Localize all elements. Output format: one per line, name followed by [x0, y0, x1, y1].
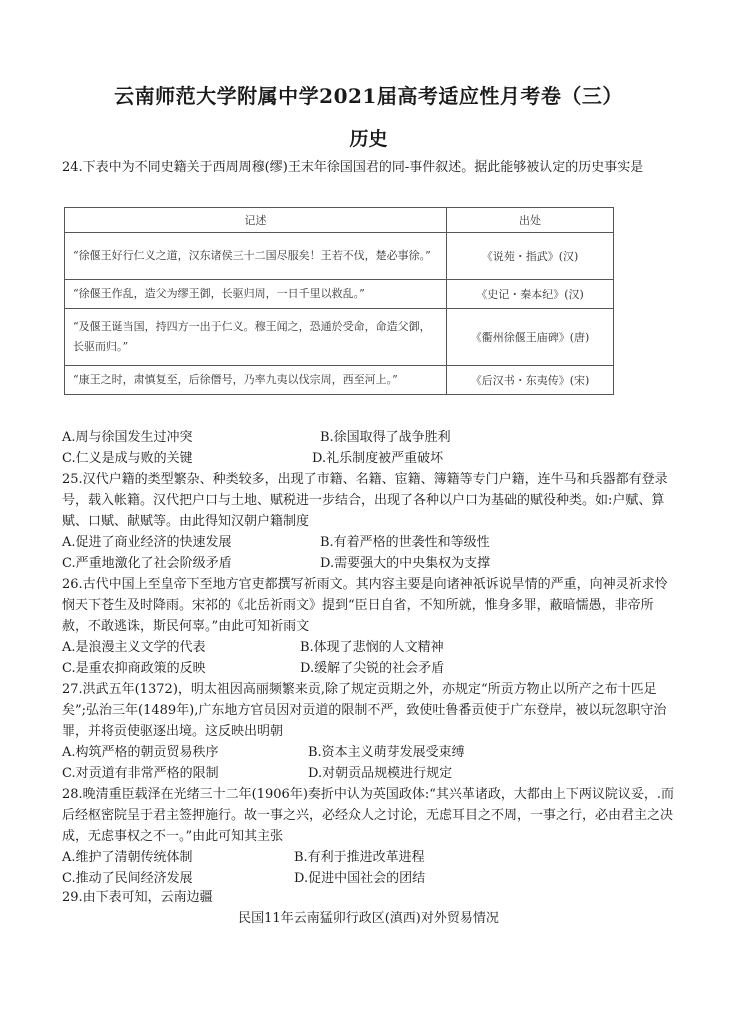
record-cell: “康王之时，肃慎复至，后徐僭号，乃率九夷以伐宗周，西至河上。” — [65, 366, 447, 395]
option-b: B.徐国取得了战争胜利 — [320, 430, 451, 445]
source-cell: 《后汉书・东夷传》(宋) — [447, 366, 614, 395]
option-d: D.缓解了尖锐的社会矛盾 — [300, 661, 445, 676]
option-b: B.资本主义萌芽发展受束缚 — [308, 745, 465, 760]
option-a: A.是浪漫主义文学的代表 — [62, 640, 206, 655]
question-24-options — [62, 427, 676, 469]
option-d: D.礼乐制度被严重破坏 — [312, 451, 444, 466]
question-27-options — [62, 742, 676, 784]
source-cell: 《说苑・指武》(汉) — [447, 233, 614, 280]
source-cell: 《衢州徐偃王庙碑》(唐) — [447, 309, 614, 366]
table-row — [65, 309, 614, 366]
question-28-options — [62, 847, 676, 889]
exam-title: 云南师范大学附属中学2021届高考适应性月考卷（三） — [114, 84, 623, 108]
table-header-row — [65, 208, 614, 233]
table-caption: 民国11年云南猛卯行政区(滇西)对外贸易情况 — [238, 911, 499, 926]
question-26-stem: 26.古代中国上至皇帝下至地方官吏都撰写祈雨文。其内容主要是向诸神祇诉说旱情的严重，向神灵祈求怜悯天下苍生及时降雨。宋祁的《北岳祈雨文》提到“臣日自省，不知所就，惟身多罪，蔽暗懦愚，非帝所赦，不敢逃诛，斯民何辜。”由此可知祈雨文 — [62, 577, 668, 634]
question-29-stem: 29.由下表可知，云南边疆 — [62, 890, 213, 905]
source-table — [64, 207, 614, 395]
record-cell: “及偃王诞当国，持四方一出于仁义。穆王闻之，恐通於受命，命造父御，长驱而归。” — [65, 309, 447, 366]
header-source: 出处 — [447, 208, 614, 233]
question-28-stem: 28.晚清重臣载泽在光绪三十二年(1906年)奏折中认为英国政体:“其兴革诸政，大都由上下两议院议妥，.而后经枢密院呈于君主签押施行。故一事之兴，必经众人之讨论，无虑耳目之不周，一事之行，必由君主之决成，无虑事权之不一。”由此可知其主张 — [62, 787, 675, 844]
header-record: 记述 — [65, 208, 447, 233]
question-27-stem: 27.洪武五年(1372)，明太祖因高丽频繁来贡,除了规定贡期之外，亦规定“所贡方物止以所产之布十匹足矣”;弘治三年(1489年),广东地方官员因对贡道的限制不严，致使吐鲁番贡使于广东登岸，被以玩忽职守治罪，并将贡使驱逐出境。这反映出明朝 — [62, 682, 667, 739]
option-a: A.维护了清朝传统体制 — [62, 850, 193, 865]
option-d: D.促进中国社会的团结 — [294, 871, 426, 886]
option-d: D.需要强大的中央集权为支撑 — [320, 556, 491, 571]
subject-title: 历史 — [349, 128, 388, 150]
option-c: C.推动了民间经济发展 — [62, 871, 193, 886]
table-row — [65, 280, 614, 309]
option-d: D.对朝贡品规模进行规定 — [308, 766, 453, 781]
question-26-options — [62, 637, 676, 679]
option-b: B.体现了悲悯的人文精神 — [300, 640, 444, 655]
table-row — [65, 366, 614, 395]
question-25-stem: 25.汉代户籍的类型繁杂、种类较多，出现了市籍、名籍、宦籍、簿籍等专门户籍，连牛马和兵器都有登录号，载入帐籍。汉代把户口与土地、赋税进一步结合，出现了各种以户口为基础的赋役种类。如:户赋、算赋、口赋、献赋等。由此得知汉朝户籍制度 — [62, 472, 668, 529]
option-c: C.严重地激化了社会阶级矛盾 — [62, 556, 232, 571]
option-b: B.有着严格的世袭性和等级性 — [320, 535, 490, 550]
option-c: C.仁义是成与败的关键 — [62, 451, 193, 466]
table-row — [65, 233, 614, 280]
option-c: C.是重农抑商政策的反映 — [62, 661, 206, 676]
option-a: A.促进了商业经济的快速发展 — [62, 535, 232, 550]
option-a: A.周与徐国发生过冲突 — [62, 430, 193, 445]
record-cell: “徐偃王作乱，造父为缪王御，长驱归周，一日千里以救乱。” — [65, 280, 447, 309]
question-25-options — [62, 532, 676, 574]
option-b: B.有利于推进改革进程 — [294, 850, 425, 865]
option-c: C.对贡道有非常严格的限制 — [62, 766, 219, 781]
question-24-stem: 24.下表中为不同史籍关于西周周穆(缪)王末年徐国国君的同-事件叙述。据此能够被认定的历史事实是 — [62, 160, 644, 175]
source-cell: 《史记・秦本纪》(汉) — [447, 280, 614, 309]
record-cell: “徐偃王好行仁义之道，汉东诸侯三十二国尽服矣！王若不伐，楚必事徐。” — [65, 233, 447, 280]
option-a: A.构筑严格的朝贡贸易秩序 — [62, 745, 219, 760]
